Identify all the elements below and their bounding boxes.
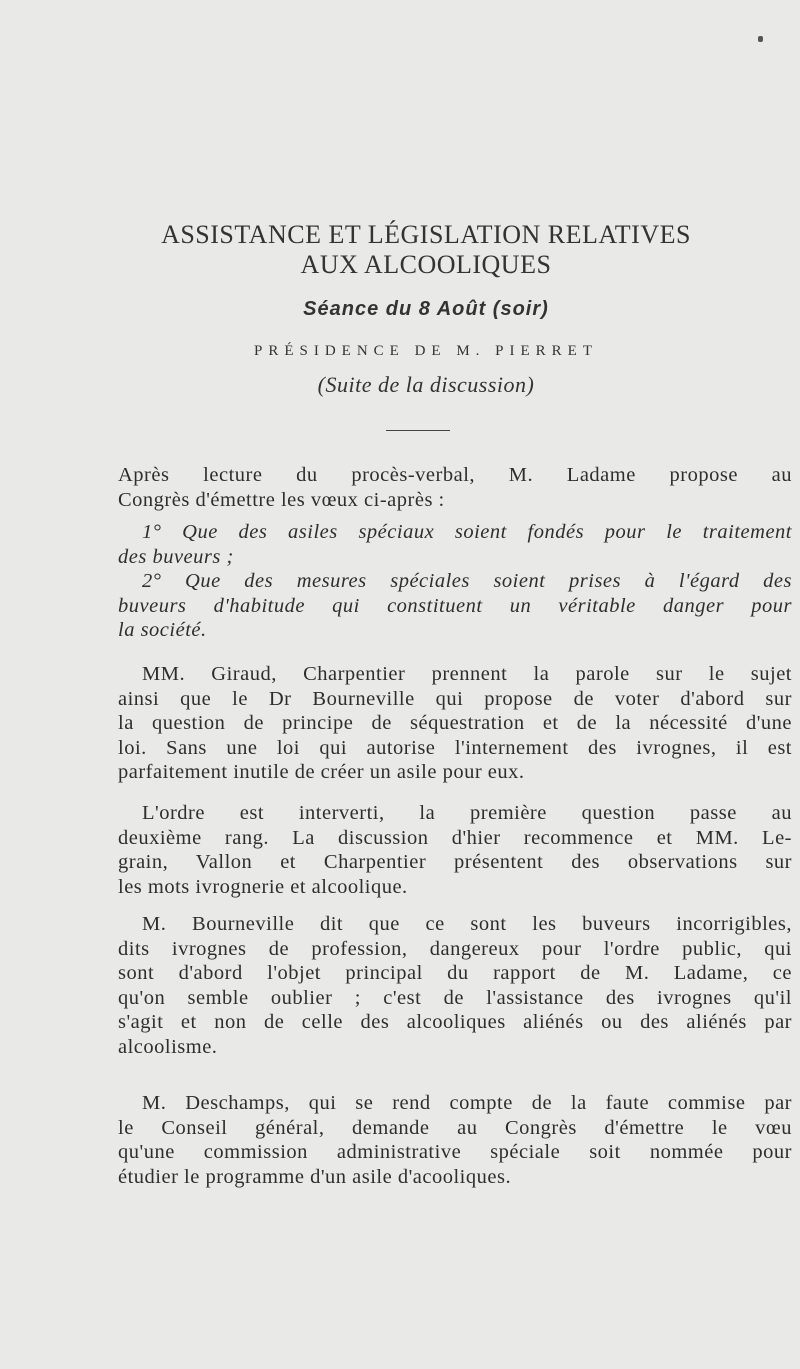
paragraph-ladame: [118, 463, 792, 512]
text-line: sont d'abord l'objet principal du rapport de M. Ladame, ce: [118, 962, 792, 984]
text-line: s'agit et non de celle des alcooliques aliénés ou des aliénés par: [118, 1011, 792, 1033]
text-line: Après lecture du procès-verbal, M. Ladame propose au: [118, 464, 792, 486]
paragraph-ordre: [118, 801, 792, 899]
text-line: M. Bourneville dit que ce sont les buveurs incorrigibles,: [142, 913, 792, 935]
text-line: des buveurs ;: [118, 545, 234, 568]
ink-mark: [758, 36, 763, 42]
text-line: parfaitement inutile de créer un asile pour eux.: [118, 761, 525, 783]
voeu-1: 1° Que des asiles spéciaux soient fondés pour le traitement: [142, 521, 792, 543]
text-line: qu'on semble oublier ; c'est de l'assistance des ivrognes qu'il: [118, 986, 792, 1009]
text-line: grain, Vallon et Charpentier présentent des observations sur: [118, 851, 792, 873]
title-line-1: ASSISTANCE ET LÉGISLATION RELATIVES: [161, 220, 691, 249]
presidence-heading: PRÉSIDENCE DE M. PIERRET: [253, 343, 598, 359]
text-line: buveurs d'habitude qui constituent un véritable danger pour: [118, 594, 792, 617]
text-line: M. Deschamps, qui se rend compte de la faute commise par: [142, 1092, 792, 1114]
text-line: les mots ivrognerie et alcoolique.: [118, 875, 408, 898]
paragraph-giraud: [118, 662, 792, 785]
text-line: la société.: [118, 619, 207, 641]
text-line: deuxième rang. La discussion d'hier recommence et MM. Le-: [118, 826, 792, 849]
text-line: le Conseil général, demande au Congrès d'émettre le vœu: [118, 1116, 792, 1139]
text-line: qu'une commission administrative spéciale soit nommée pour: [118, 1141, 792, 1163]
text-line: alcoolisme.: [118, 1035, 218, 1058]
text-line: MM. Giraud, Charpentier prennent la parole sur le sujet: [142, 663, 792, 685]
text-line: loi. Sans une loi qui autorise l'internement des ivrognes, il est: [118, 736, 792, 759]
text-line: L'ordre est interverti, la première question passe au: [142, 802, 792, 824]
title-line-2: AUX ALCOOLIQUES: [300, 250, 552, 279]
voeu-list: [118, 520, 792, 643]
paragraph-bourneville: [118, 912, 792, 1059]
paragraph-deschamps: [118, 1091, 792, 1189]
text-line: dits ivrognes de profession, dangereux pour l'ordre public, qui: [118, 937, 792, 960]
text-line: la question de principe de séquestration et de la nécessité d'une: [118, 712, 792, 734]
suite-heading: (Suite de la discussion): [317, 372, 535, 397]
separator-rule: [386, 430, 450, 431]
text-line: ainsi que le Dr Bourneville qui propose de voter d'abord sur: [118, 687, 792, 710]
text-line: étudier le programme d'un asile d'acooliques.: [118, 1165, 512, 1188]
seance-heading: Séance du 8 Août (soir): [303, 298, 549, 320]
voeu-2: 2° Que des mesures spéciales soient prises à l'égard des: [142, 570, 792, 592]
text-line: Congrès d'émettre les vœux ci-après :: [118, 488, 445, 511]
